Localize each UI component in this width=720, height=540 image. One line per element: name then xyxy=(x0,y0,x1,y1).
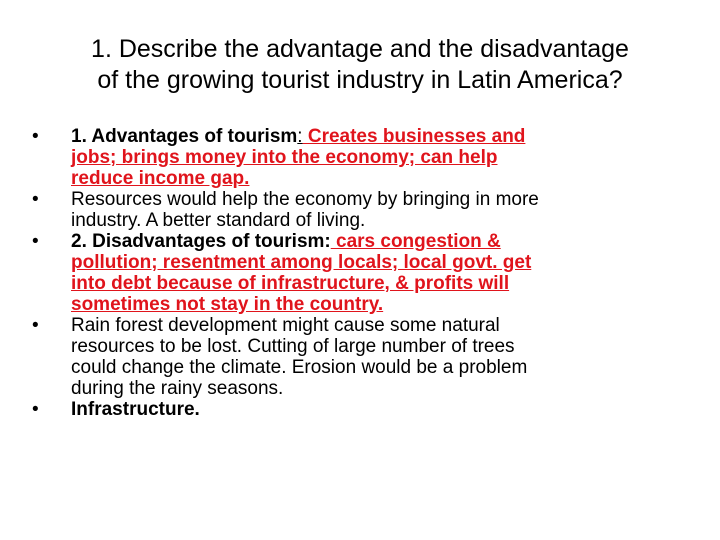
bullet-marker: • xyxy=(32,399,39,420)
resources-line: industry. A better standard of living. xyxy=(71,210,366,231)
disadvantages-answer-line: into debt because of infrastructure, & profits will xyxy=(71,273,510,294)
bullet-disadvantages xyxy=(30,231,680,315)
bullet-line xyxy=(71,126,680,147)
infrastructure-label: Infrastructure. xyxy=(71,399,200,420)
slide-title xyxy=(40,34,680,96)
title-line-2: of the growing tourist industry in Latin America? xyxy=(97,66,623,94)
disadvantages-answer-line: cars congestion & xyxy=(330,231,501,252)
advantages-label: 1. Advantages of tourism xyxy=(71,126,298,147)
bullet-list xyxy=(30,126,680,420)
advantages-separator: : xyxy=(297,126,303,147)
title-line-1: 1. Describe the advantage and the disadvantage xyxy=(91,35,629,63)
bullet-marker: • xyxy=(32,189,39,210)
advantages-answer-line: Creates businesses and xyxy=(302,126,526,147)
rain-forest-line: could change the climate. Erosion would be a problem xyxy=(71,357,528,378)
bullet-line xyxy=(71,231,680,252)
bullet-advantages xyxy=(30,126,680,189)
rain-forest-line: resources to be lost. Cutting of large number of trees xyxy=(71,336,515,357)
disadvantages-label: 2. Disadvantages of tourism: xyxy=(71,231,331,252)
bullet-marker: • xyxy=(32,126,39,147)
rain-forest-line: during the rainy seasons. xyxy=(71,378,284,399)
rain-forest-line: Rain forest development might cause some natural xyxy=(71,315,500,336)
advantages-answer-line: jobs; brings money into the economy; can help xyxy=(71,147,498,168)
bullet-marker: • xyxy=(32,315,39,336)
bullet-marker: • xyxy=(32,231,39,252)
bullet-rain-forest xyxy=(30,315,680,399)
advantages-answer-line: reduce income gap. xyxy=(71,168,250,189)
resources-line: Resources would help the economy by bringing in more xyxy=(71,189,539,210)
bullet-resources xyxy=(30,189,680,231)
disadvantages-answer-line: sometimes not stay in the country. xyxy=(71,294,384,315)
bullet-infrastructure xyxy=(30,399,680,420)
disadvantages-answer-line: pollution; resentment among locals; local govt. get xyxy=(71,252,532,273)
